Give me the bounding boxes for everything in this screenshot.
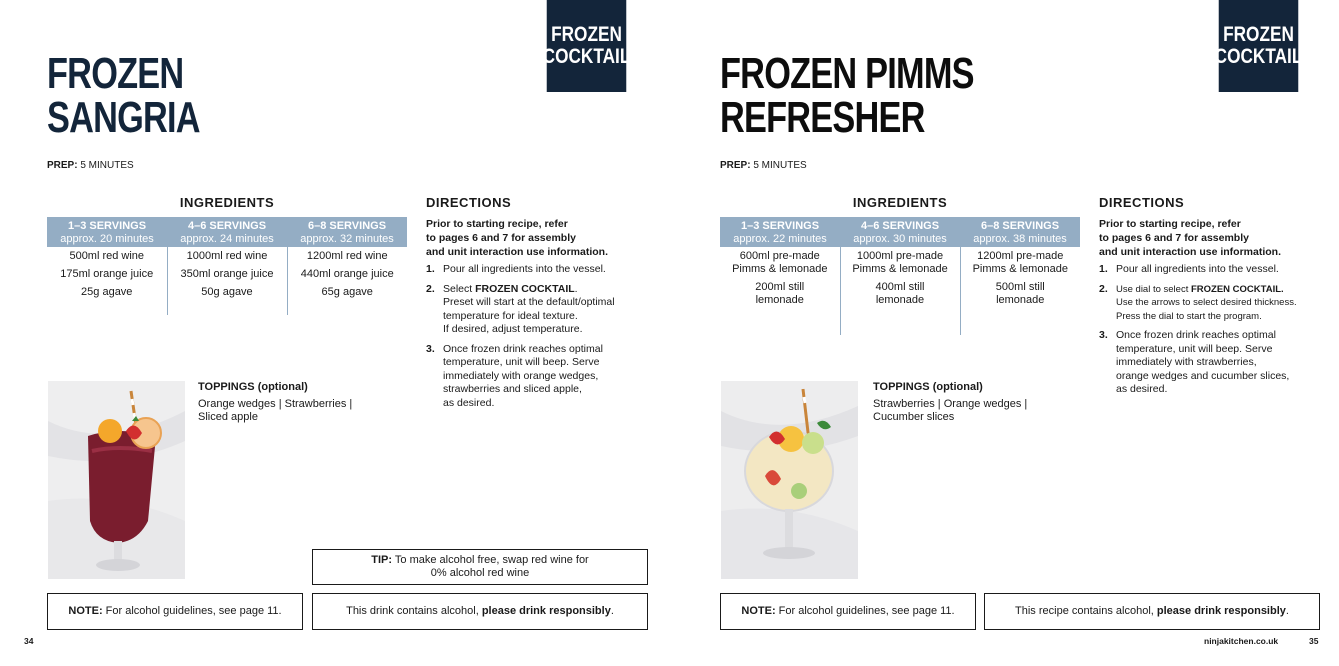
left-recipe-title	[47, 49, 200, 142]
step-text: Preset will start at the default/optimal	[443, 296, 615, 308]
step-text: as desired.	[443, 396, 495, 409]
direction-step	[1099, 263, 1331, 277]
ingredient-column	[840, 247, 960, 335]
left-note-box	[47, 593, 303, 630]
alcohol-text: This recipe contains alcohol,	[1015, 605, 1157, 617]
prep-label: PREP:	[720, 160, 751, 171]
left-category-badge	[542, 0, 631, 92]
right-page-number: 35	[1309, 636, 1319, 646]
ingredient-column	[167, 247, 287, 315]
intro-line: to pages 6 and 7 for assembly	[426, 232, 576, 244]
left-ingredients-heading: INGREDIENTS	[179, 195, 275, 210]
step-number-text: 2	[426, 282, 432, 295]
step-text: orange wedges and cucumber slices,	[1116, 369, 1290, 382]
ingredient: 600ml pre-made Pimms & lemonade	[732, 250, 828, 275]
step-text: Pour all ingredients into the vessel.	[1116, 263, 1279, 275]
serving-header	[167, 217, 287, 247]
right-toppings-heading: TOPPINGS (optional)	[873, 381, 983, 393]
serving-label: 6–8 SERVINGS	[307, 220, 387, 232]
serving-label: 6–8 SERVINGS	[980, 220, 1060, 232]
ingredient: 65g agave	[321, 286, 373, 298]
serving-time: approx. 24 minutes	[180, 233, 274, 245]
ingredient: 400ml still lemonade	[875, 281, 925, 306]
prep-label: PREP:	[47, 160, 78, 171]
step-number: 1.	[1099, 263, 1108, 275]
intro-line: and unit interaction use information.	[426, 246, 609, 258]
step-text: temperature, unit will beep. Serve	[443, 356, 600, 368]
step-text: immediately with strawberries,	[1116, 356, 1257, 368]
badge-line: COCKTAIL	[542, 45, 631, 68]
ingredient-column	[960, 247, 1080, 335]
direction-step	[1099, 283, 1331, 324]
prep-value: 5 MINUTES	[80, 160, 134, 171]
note-text: For alcohol guidelines, see page 11.	[775, 605, 955, 617]
serving-header	[840, 217, 960, 247]
step-number-text: 2	[1099, 282, 1105, 295]
step-number-text: 3	[426, 342, 432, 355]
step-number-text: 1	[426, 263, 432, 275]
ingredient-column	[47, 247, 167, 315]
serving-time: approx. 22 minutes	[733, 233, 827, 245]
toppings-line: Strawberries | Orange wedges |	[873, 398, 1028, 410]
ingredient: 500ml still lemonade	[995, 281, 1045, 306]
site-url[interactable]: ninjakitchen.co.uk	[1204, 636, 1279, 646]
serving-time: approx. 30 minutes	[853, 233, 947, 245]
step-number: 2.	[426, 282, 435, 295]
left-direction-steps	[426, 263, 656, 416]
step-text: temperature, unit will beep. Serve	[1116, 342, 1273, 355]
title-line: SANGRIA	[47, 93, 200, 142]
right-toppings-list	[873, 398, 1063, 424]
step-text	[1116, 283, 1297, 297]
title-line: FROZEN PIMMS	[720, 49, 974, 98]
step-number: 3.	[1099, 329, 1108, 341]
ingredient: 200ml still lemonade	[755, 281, 805, 306]
step-number: 2.	[1099, 282, 1108, 295]
direction-step	[426, 283, 656, 337]
intro-line: and unit interaction use information.	[1099, 246, 1282, 258]
sangria-photo	[48, 381, 185, 579]
right-directions-heading: DIRECTIONS	[1099, 195, 1185, 210]
step-text-bold: FROZEN COCKTAIL.	[1190, 283, 1284, 295]
left-page-number: 34	[24, 636, 34, 646]
step-text	[443, 283, 615, 297]
note-label: NOTE:	[68, 605, 103, 617]
right-direction-steps	[1099, 263, 1331, 403]
step-number-text: 3	[1099, 329, 1105, 341]
title-line: FROZEN	[47, 49, 184, 98]
step-text-pre: Select	[443, 282, 476, 295]
step-text-post: .	[574, 282, 578, 295]
serving-label: 4–6 SERVINGS	[187, 220, 267, 232]
serving-label: 4–6 SERVINGS	[860, 220, 940, 232]
ingredient: 1000ml pre-made Pimms & lemonade	[852, 250, 948, 275]
toppings-line: Sliced apple	[198, 411, 258, 423]
left-directions-heading: DIRECTIONS	[426, 195, 512, 210]
step-text: strawberries and sliced apple,	[443, 383, 582, 395]
step-text-bold: FROZEN COCKTAIL	[475, 282, 575, 295]
tip-text: 0% alcohol red wine	[430, 567, 530, 579]
step-text: If desired, adjust temperature.	[443, 323, 583, 335]
step-text: Pour all ingredients into the vessel.	[443, 263, 606, 275]
note-line	[741, 605, 954, 618]
step-text: Press the dial to start the program.	[1116, 310, 1262, 322]
alcohol-bold: please drink responsibly	[481, 605, 611, 617]
alcohol-line	[346, 605, 614, 618]
ingredient: 440ml orange juice	[300, 268, 394, 280]
step-text: immediately with orange wedges,	[443, 369, 599, 382]
serving-time: approx. 38 minutes	[973, 233, 1067, 245]
step-text: Once frozen drink reaches optimal	[443, 342, 603, 355]
step-text: Use the arrows to select desired thickness.	[1116, 297, 1297, 308]
ingredient: 1200ml red wine	[306, 250, 388, 262]
ingredient-column	[720, 247, 840, 335]
ingredient: 500ml red wine	[69, 250, 145, 262]
alcohol-post: .	[1285, 605, 1289, 617]
ingredient: 175ml orange juice	[60, 268, 154, 280]
left-prep-time	[47, 160, 134, 171]
right-directions-intro	[1099, 217, 1281, 259]
badge-line: COCKTAIL	[1214, 45, 1303, 68]
right-category-badge	[1214, 0, 1303, 92]
step-text: Once frozen drink reaches optimal	[1116, 329, 1276, 341]
left-alcohol-box	[312, 593, 648, 630]
toppings-line: Orange wedges | Strawberries |	[198, 398, 353, 410]
serving-time: approx. 32 minutes	[300, 233, 394, 245]
pimms-photo	[721, 381, 858, 579]
badge-line: FROZEN	[551, 23, 622, 46]
right-prep-time	[720, 160, 807, 171]
serving-header	[960, 217, 1080, 247]
toppings-line: Cucumber slices	[873, 411, 955, 423]
step-text-pre: Use dial to select	[1116, 283, 1191, 295]
note-label: NOTE:	[741, 605, 776, 617]
tip-text: To make alcohol free, swap red wine for	[392, 554, 589, 566]
serving-label: 1–3 SERVINGS	[740, 220, 820, 232]
step-number: 3.	[426, 342, 435, 355]
ingredient-column	[287, 247, 407, 315]
ingredient: 350ml orange juice	[180, 268, 274, 280]
alcohol-line	[1015, 605, 1289, 618]
right-note-box	[720, 593, 976, 630]
serving-header	[720, 217, 840, 247]
ingredient: 50g agave	[201, 286, 253, 298]
direction-step	[426, 263, 656, 277]
ingredient: 1000ml red wine	[186, 250, 268, 262]
right-recipe-title	[720, 49, 974, 142]
left-toppings-list	[198, 398, 388, 424]
left-tip-box	[312, 549, 648, 585]
serving-time: approx. 20 minutes	[60, 233, 154, 245]
ingredient: 25g agave	[81, 286, 133, 298]
serving-label: 1–3 SERVINGS	[67, 220, 147, 232]
prep-value: 5 MINUTES	[753, 160, 807, 171]
alcohol-post: .	[610, 605, 614, 617]
intro-line: Prior to starting recipe, refer	[1099, 218, 1241, 230]
left-ingredients-table	[47, 217, 407, 315]
ingredient: 1200ml pre-made Pimms & lemonade	[972, 250, 1068, 275]
step-text: as desired.	[1116, 383, 1168, 395]
serving-header	[287, 217, 407, 247]
badge-line: FROZEN	[1223, 23, 1294, 46]
intro-line: to pages 6 and 7 for assembly	[1099, 232, 1249, 244]
step-text: temperature for ideal texture.	[443, 309, 578, 322]
note-line	[68, 605, 281, 618]
tip-label: TIP:	[371, 554, 393, 566]
serving-header	[47, 217, 167, 247]
right-alcohol-box	[984, 593, 1320, 630]
right-ingredients-heading: INGREDIENTS	[852, 195, 948, 210]
step-number-text: 1	[1099, 263, 1105, 275]
alcohol-text: This drink contains alcohol,	[346, 605, 482, 617]
direction-step	[426, 343, 656, 411]
note-text: For alcohol guidelines, see page 11.	[102, 605, 282, 617]
title-line: REFRESHER	[720, 93, 925, 142]
right-ingredients-table	[720, 217, 1080, 335]
step-number: 1.	[426, 263, 435, 275]
intro-line: Prior to starting recipe, refer	[426, 218, 568, 230]
left-toppings-heading: TOPPINGS (optional)	[198, 381, 308, 393]
alcohol-bold: please drink responsibly	[1156, 605, 1286, 617]
left-directions-intro	[426, 217, 608, 259]
direction-step	[1099, 329, 1331, 397]
tip-line	[371, 554, 588, 567]
